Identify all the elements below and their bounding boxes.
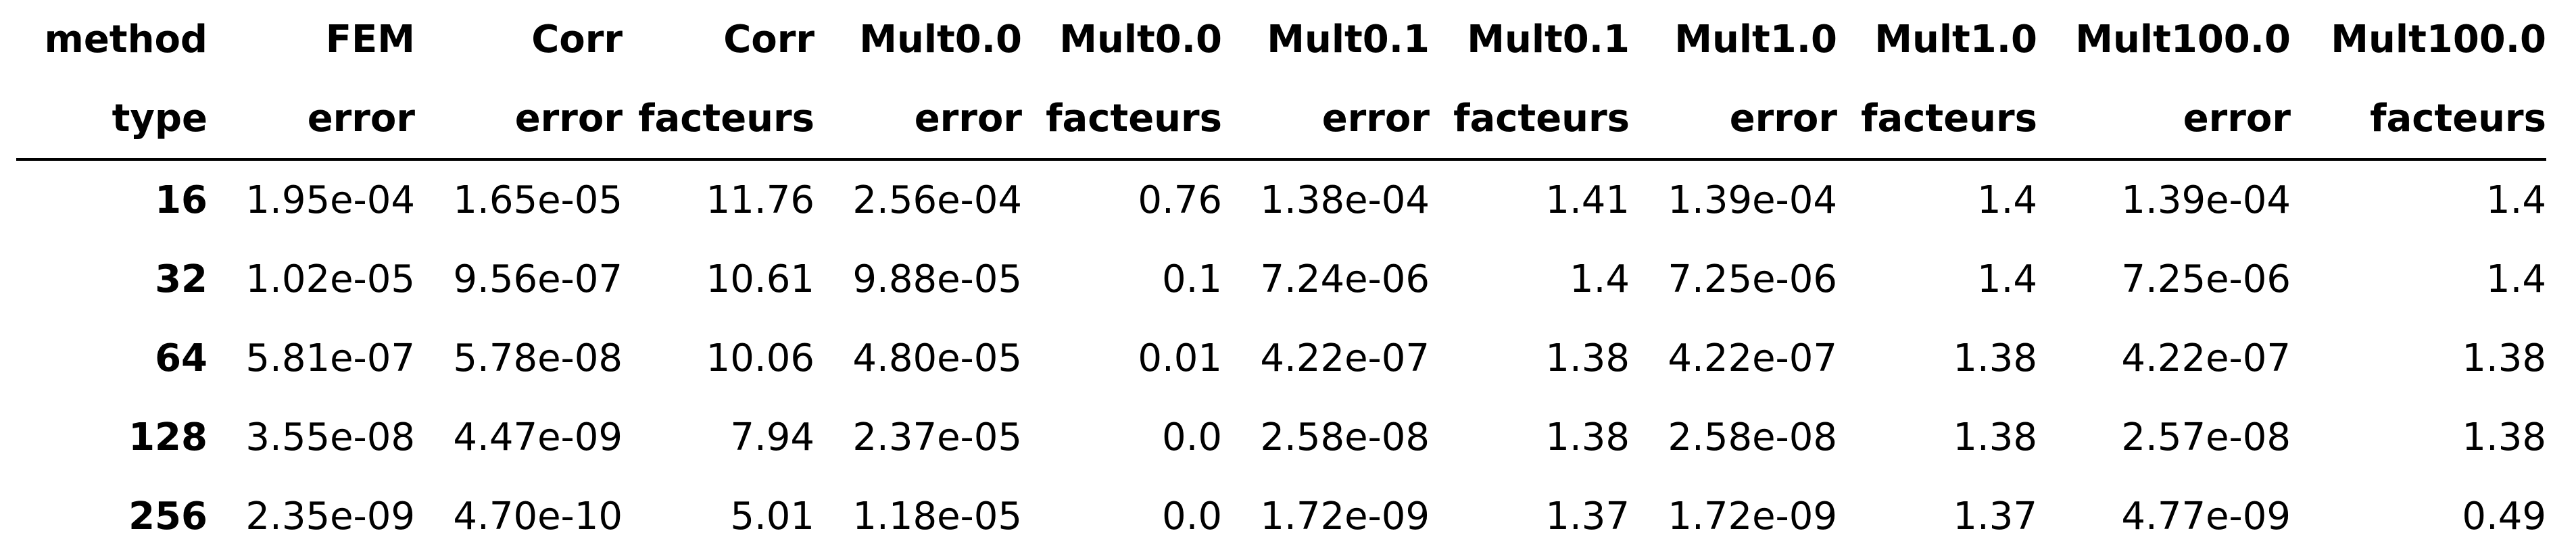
table-cell: 5.78e-08	[453, 336, 623, 380]
row-label: 16	[155, 178, 208, 222]
header-cell: Mult100.0	[2331, 17, 2546, 61]
table-cell: 0.1	[1161, 257, 1222, 301]
header-cell: facteurs	[2291, 79, 2546, 159]
header-cell: Mult0.1	[1467, 17, 1630, 61]
table-cell: 0.0	[1161, 494, 1222, 538]
header-cell: type	[16, 79, 208, 159]
table-cell: 4.22e-07	[2121, 336, 2291, 380]
table-cell: 2.35e-09	[245, 494, 415, 538]
header-cell: Mult1.0	[1874, 17, 2037, 61]
table-cell: 1.38	[2462, 415, 2546, 459]
row-label: 64	[155, 336, 208, 380]
table-cell: 7.24e-06	[1260, 257, 1430, 301]
table-cell: 4.80e-05	[852, 336, 1022, 380]
table-cell: 1.02e-05	[245, 257, 415, 301]
header-cell: facteurs	[623, 79, 815, 159]
table-cell: 1.72e-09	[1668, 494, 1837, 538]
table-cell: 11.76	[706, 178, 815, 222]
table-cell: 3.55e-08	[245, 415, 415, 459]
table-cell: 10.06	[706, 336, 815, 380]
row-label: 32	[155, 257, 208, 301]
table-cell: 1.4	[2485, 178, 2546, 222]
table-body	[16, 159, 2546, 556]
table-cell: 7.25e-06	[2121, 257, 2291, 301]
table-cell: 5.81e-07	[245, 336, 415, 380]
table-cell: 10.61	[706, 257, 815, 301]
table-cell: 2.37e-05	[852, 415, 1022, 459]
header-cell: Mult0.1	[1267, 17, 1430, 61]
table-cell: 1.4	[1976, 178, 2037, 222]
header-cell: Mult0.0	[1059, 17, 1222, 61]
table-row	[16, 398, 2546, 477]
header-cell: error	[1630, 79, 1837, 159]
table-cell: 7.25e-06	[1668, 257, 1837, 301]
header-cell: error	[2037, 79, 2291, 159]
table-cell: 1.4	[1976, 257, 2037, 301]
table-cell: 1.38	[2462, 336, 2546, 380]
header-cell: facteurs	[1430, 79, 1630, 159]
table-cell: 2.56e-04	[852, 178, 1022, 222]
header-cell: method	[44, 17, 208, 61]
header-cell: error	[815, 79, 1022, 159]
table-cell: 1.95e-04	[245, 178, 415, 222]
table-cell: 1.72e-09	[1260, 494, 1430, 538]
table-cell: 5.01	[730, 494, 815, 538]
header-cell: Corr	[531, 17, 623, 61]
table-row	[16, 159, 2546, 240]
header-cell: Corr	[723, 17, 815, 61]
table-cell: 2.58e-08	[1668, 415, 1837, 459]
table-cell: 0.76	[1138, 178, 1222, 222]
table-cell: 1.4	[1569, 257, 1630, 301]
table-cell: 1.37	[1545, 494, 1630, 538]
table-cell: 2.57e-08	[2121, 415, 2291, 459]
table-cell: 1.37	[1953, 494, 2037, 538]
table-cell: 1.18e-05	[852, 494, 1022, 538]
row-label: 256	[128, 494, 208, 538]
header-cell: Mult100.0	[2075, 17, 2291, 61]
table-cell: 9.88e-05	[852, 257, 1022, 301]
table-cell: 1.65e-05	[453, 178, 623, 222]
table-cell: 4.22e-07	[1668, 336, 1837, 380]
header-cell: Mult1.0	[1674, 17, 1837, 61]
table-cell: 1.38	[1953, 336, 2037, 380]
table-cell: 1.38	[1545, 415, 1630, 459]
header-cell: facteurs	[1022, 79, 1222, 159]
table-cell: 9.56e-07	[453, 257, 623, 301]
table-cell: 0.49	[2462, 494, 2546, 538]
table-cell: 1.39e-04	[2121, 178, 2291, 222]
table-cell: 0.0	[1161, 415, 1222, 459]
table-cell: 4.22e-07	[1260, 336, 1430, 380]
table-row	[16, 240, 2546, 319]
table-cell: 1.4	[2485, 257, 2546, 301]
header-cell: facteurs	[1837, 79, 2037, 159]
table-cell: 2.58e-08	[1260, 415, 1430, 459]
table-cell: 0.01	[1138, 336, 1222, 380]
table-row	[16, 319, 2546, 398]
table-cell: 4.47e-09	[453, 415, 623, 459]
table-cell: 1.38	[1953, 415, 2037, 459]
table-cell: 1.38	[1545, 336, 1630, 380]
table-row	[16, 477, 2546, 556]
row-label: 128	[128, 415, 208, 459]
header-row-1	[16, 0, 2546, 79]
header-cell: FEM	[325, 17, 415, 61]
table-cell: 1.41	[1545, 178, 1630, 222]
table-cell: 1.39e-04	[1668, 178, 1837, 222]
header-cell: Mult0.0	[859, 17, 1022, 61]
table-cell: 7.94	[730, 415, 815, 459]
header-cell: error	[415, 79, 623, 159]
header-cell: error	[1222, 79, 1430, 159]
table-cell: 4.70e-10	[453, 494, 623, 538]
header-cell: error	[208, 79, 415, 159]
header-row-2	[16, 79, 2546, 159]
table-cell: 1.38e-04	[1260, 178, 1430, 222]
table-cell: 4.77e-09	[2121, 494, 2291, 538]
results-table	[16, 0, 2546, 556]
